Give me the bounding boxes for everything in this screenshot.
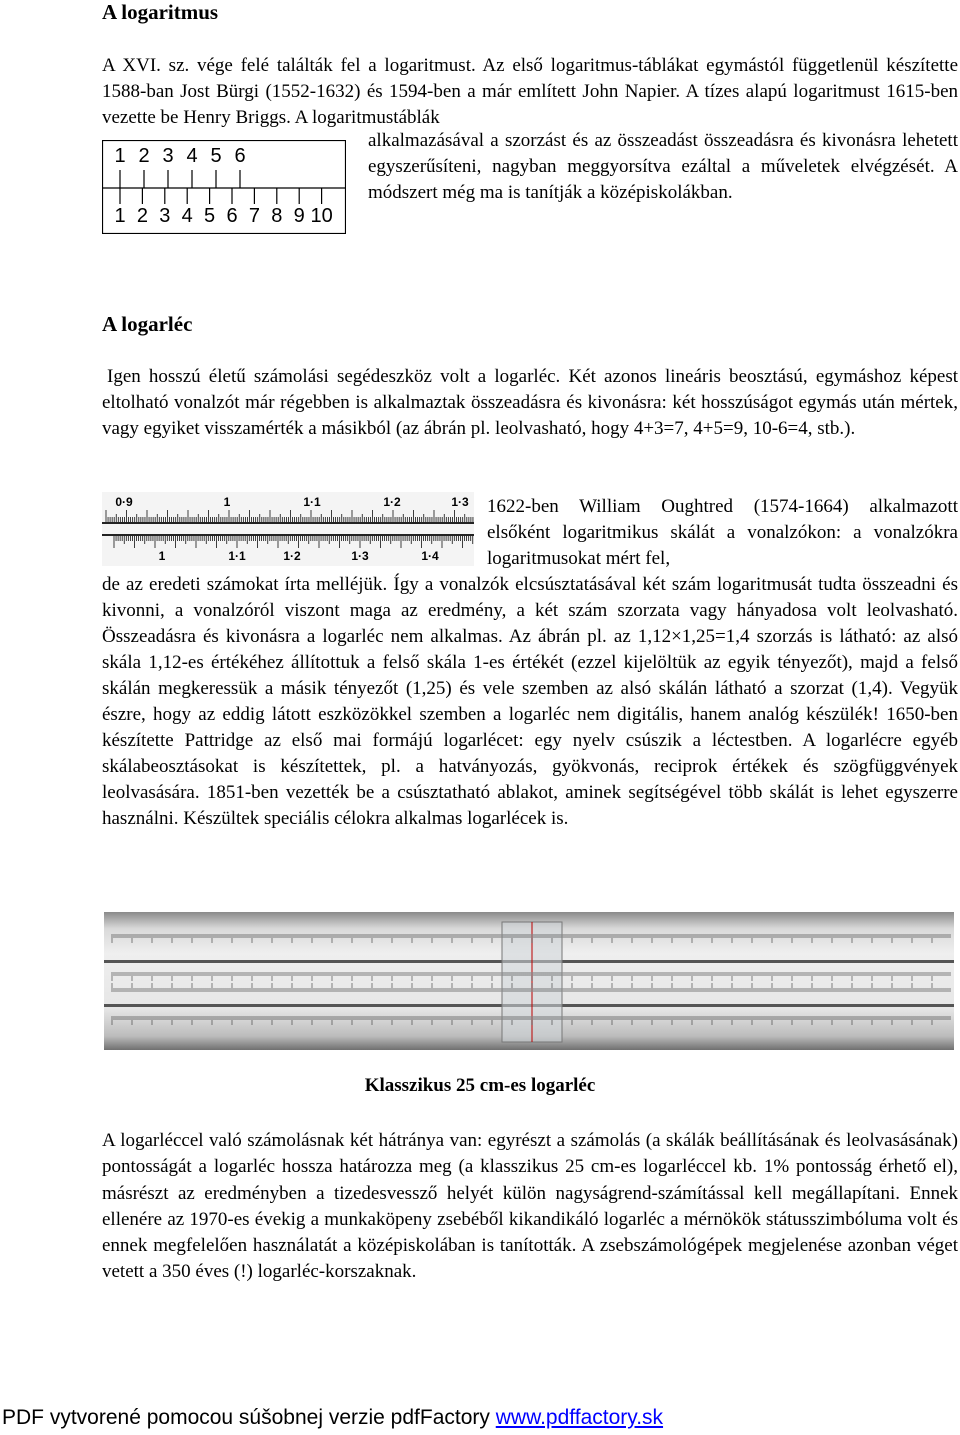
lower-scale-label: 1·1 (228, 549, 246, 563)
top-scale-label: 6 (234, 145, 246, 167)
slide-rule-photo (104, 912, 954, 1050)
top-scale-label: 4 (186, 145, 198, 167)
bottom-scale-label: 4 (181, 205, 193, 227)
bottom-scale-label: 1 (114, 205, 126, 227)
bottom-scale-label: 5 (204, 205, 216, 227)
intro-text-tail: A logaritmustáblák (294, 107, 440, 128)
top-scale-label: 3 (162, 145, 174, 167)
upper-scale-label: 1·3 (451, 495, 469, 509)
page-title: A logaritmus (102, 0, 219, 24)
bottom-scale-label: 6 (226, 205, 238, 227)
section-heading: A logarléc (102, 312, 193, 336)
photo-caption: Klasszikus 25 cm-es logarléc (364, 1075, 596, 1096)
bottom-scale-label: 10 (310, 205, 333, 227)
slide-rule-paragraph: Igen hosszú életű számolási segédeszköz volt a logarléc. Két azonos lineáris beosztású, egymáshoz képest eltolható vonalzót már régebben is alkalmaztak összeadásra és kivonásra: két hosszúságot egymás után mértek, vagy egyiket visszamérték a másikból (az ábrán pl. leolvasható, hogy 4+3=7, 4+5=9, 10-6=4, stb.). (102, 366, 958, 439)
lower-scale-label: 1·2 (283, 549, 301, 563)
bottom-scale-label: 8 (271, 205, 283, 227)
bottom-scale-label: 2 (136, 205, 148, 227)
top-scale-ticks (114, 145, 245, 188)
slide-rule-scale-figure (102, 492, 474, 566)
lower-scale-label: 1·3 (351, 549, 369, 563)
upper-scale-label: 0·9 (115, 495, 133, 509)
top-scale-label: 1 (114, 145, 126, 167)
footer-link[interactable]: www.pdffactory.sk (495, 1406, 664, 1429)
oughtred-paragraph-start: 1622-ben William Oughtred (1574-1664) alkalmazott elsőként logaritmikus skálát a vonalzókon: a vonalzókra logaritmusokat mért fel, (487, 496, 958, 569)
upper-scale-label: 1 (223, 495, 231, 509)
upper-scale-label: 1·2 (383, 495, 401, 509)
intro-paragraph (102, 53, 958, 131)
log-scale-figure (102, 140, 346, 234)
bottom-scale-label: 9 (293, 205, 305, 227)
lower-scale-label: 1 (158, 549, 166, 563)
intro-text: A XVI. sz. vége felé találták fel a logaritmust. Az első logaritmus-táblákat egymástól függetlenül készítette 1588-ban Jost Bürgi (1552-1632) és 1594-ben a már említett John Napier. A tízes alapú logaritmust 1615-ben vezette be Henry Briggs. (102, 55, 958, 128)
bottom-scale-ticks (114, 188, 332, 227)
upper-scale-label: 1·1 (303, 495, 321, 509)
bottom-scale-label: 3 (159, 205, 171, 227)
top-scale-label: 2 (138, 145, 150, 167)
intro-paragraph-continued: alkalmazásával a szorzást és az összeadást összeadásra és kivonásra lehetett egyszerűsíteni, nagyban meggyorsítva ezáltal a műveletek elvégzését. A módszert még ma is tanítják a középiskolákban. (368, 130, 958, 203)
pdf-footer (2, 1406, 663, 1430)
oughtred-paragraph: de az eredeti számokat írta melléjük. Így a vonalzók elcsúsztatásával két szám logaritmusát tudta összeadni és kivonni, a vonalzóról viszont maga az eredmény, a két szám szorzata vagy hányadosa volt leolvasható. Összeadásra és kivonásra a logarléc nem alkalmas. Az ábrán pl. az 1,12×1,25=1,4 szorzás is látható: az alsó skála 1,12-es értékéhez állítottuk a felső skála 1-es értékét (ezzel kijelöltük az egyik tényezőt), majd a felső skálán megkeressük a másik tényezőt (1,25) és vele szemben az alsó skálán látható a szorzat (1,4). Vegyük észre, hogy az eddig látott eszközökkel szemben a logarléc nem digitális, hanem analóg készülék! 1650-ben készítette Pattridge az első mai formájú logarlécet: egy nyelv csúszik a léctestben. A logarlécre egyéb skálabeosztásokat is készítettek, pl. a hatványozás, gyökvonás, reciprok értékek és szögfüggvények leolvasására. 1851-ben vezették be a csúsztatható ablakot, aminek segítségével több skálát is lehet egyszerre használni. Készültek speciális célokra alkalmas logarlécek is. (102, 574, 958, 829)
bottom-scale-label: 7 (248, 205, 260, 227)
drawbacks-paragraph: A logarléccel való számolásnak két hátránya van: egyrészt a számolás (a skálák beállításának és leolvasásának) pontosságát a logarléc hossza határozza meg (a klasszikus 25 cm-es logarléccel kb. 1% pontosság érhető el), másrészt az eredményben a tizedesvessző helyét külön nagyságrend-számítással kell megállapítani. Ennek ellenére az 1970-es évekig a munkaköpeny zsebéből kikandikáló logarléc a mérnökök státusszimbóluma volt és ennek megfelelően használatát a középiskolában is tanították. A zsebszámológépek megjelenése azonban véget vetett a 350 éves (!) logarléc-korszaknak. (102, 1130, 958, 1283)
footer-text: PDF vytvorené pomocou súšobnej verzie pdfFactory (2, 1406, 490, 1429)
top-scale-label: 5 (210, 145, 222, 167)
lower-scale-label: 1·4 (421, 549, 439, 563)
